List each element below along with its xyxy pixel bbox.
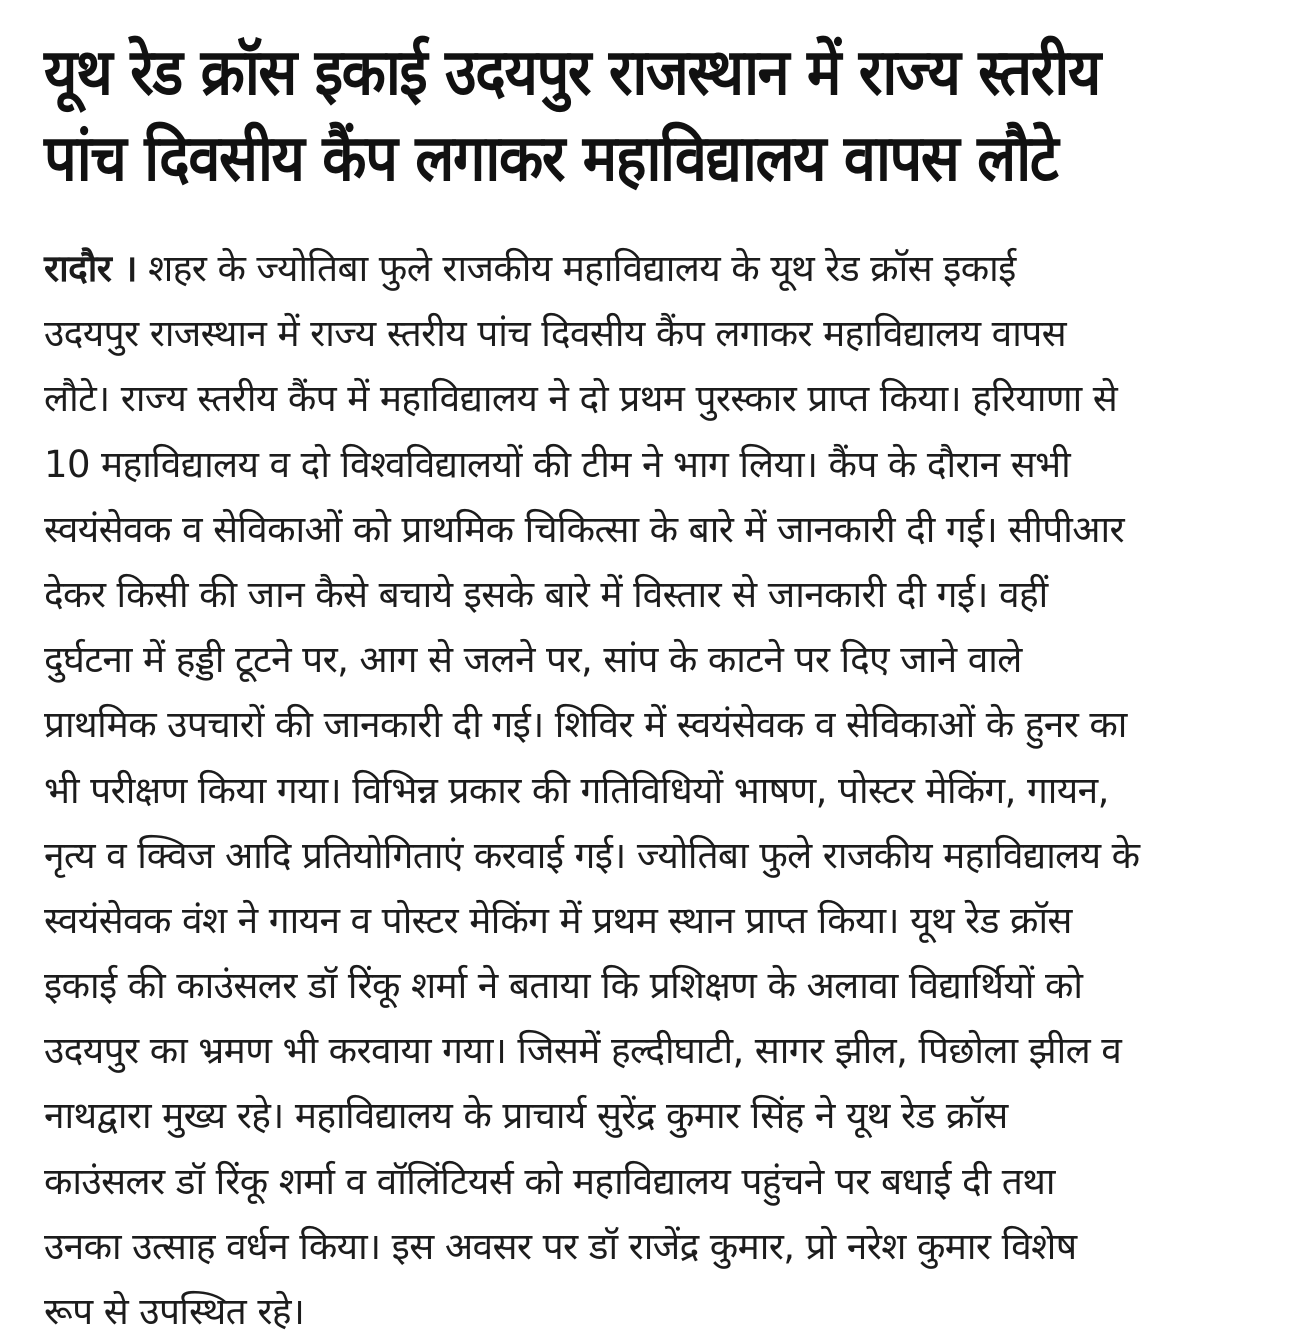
article-line: उनका उत्साह वर्धन किया। इस अवसर पर डॉ राजेंद्र कुमार, प्रो नरेश कुमार विशेष [44,1224,1077,1268]
headline [44,30,1241,202]
article-line: भी परीक्षण किया गया। विभिन्न प्रकार की गतिविधियों भाषण, पोस्टर मेकिंग, गायन, [44,768,1109,812]
dateline: रादौर । [44,247,137,290]
article-body [44,236,1264,1344]
article-line: देकर किसी की जान कैसे बचाये इसके बारे में विस्तार से जानकारी दी गई। वहीं [44,572,1048,616]
headline-line-1: यूथ रेड क्रॉस इकाई उदयपुर राजस्थान में राज्य स्तरीय [44,36,1100,110]
article-line: दुर्घटना में हड्डी टूटने पर, आग से जलने पर, सांप के काटने पर दिए जाने वाले [44,638,1022,682]
article-line: स्वयंसेवक वंश ने गायन व पोस्टर मेकिंग में प्रथम स्थान प्राप्त किया। यूथ रेड क्रॉस [44,898,1072,942]
article-line: रूप से उपस्थित रहे। [44,1290,305,1333]
article-line-text: शहर के ज्योतिबा फुले राजकीय महाविद्यालय के यूथ रेड क्रॉस इकाई [136,247,1016,290]
article-line: उदयपुर का भ्रमण भी करवाया गया। जिसमें हल्दीघाटी, सागर झील, पिछोला झील व [44,1029,1122,1073]
article-line: नाथद्वारा मुख्य रहे। महाविद्यालय के प्राचार्य सुरेंद्र कुमार सिंह ने यूथ रेड क्रॉस [44,1094,1008,1138]
article-line: लौटे। राज्य स्तरीय कैंप में महाविद्यालय ने दो प्रथम पुरस्कार प्राप्त किया। हरियाणा से [44,377,1118,421]
headline-line-2: पांच दिवसीय कैंप लगाकर महाविद्यालय वापस लौटे [44,122,1058,196]
article-line: उदयपुर राजस्थान में राज्य स्तरीय पांच दिवसीय कैंप लगाकर महाविद्यालय वापस [44,312,1067,356]
article-line: प्राथमिक उपचारों की जानकारी दी गई। शिविर में स्वयंसेवक व सेविकाओं के हुनर का [44,703,1127,747]
article-line: 10 महाविद्यालय व दो विश्वविद्यालयों की टीम ने भाग लिया। कैंप के दौरान सभी [44,442,1071,486]
article-line: काउंसलर डॉ रिंकू शर्मा व वॉलिंटियर्स को महाविद्यालय पहुंचने पर बधाई दी तथा [44,1159,1055,1203]
article-line: नृत्य व क्विज आदि प्रतियोगिताएं करवाई गई। ज्योतिबा फुले राजकीय महाविद्यालय के [44,833,1140,877]
article-line [44,236,1264,301]
article-line: इकाई की काउंसलर डॉ रिंकू शर्मा ने बताया कि प्रशिक्षण के अलावा विद्यार्थियों को [44,964,1083,1008]
article-line: स्वयंसेवक व सेविकाओं को प्राथमिक चिकित्सा के बारे में जानकारी दी गई। सीपीआर [44,507,1125,551]
